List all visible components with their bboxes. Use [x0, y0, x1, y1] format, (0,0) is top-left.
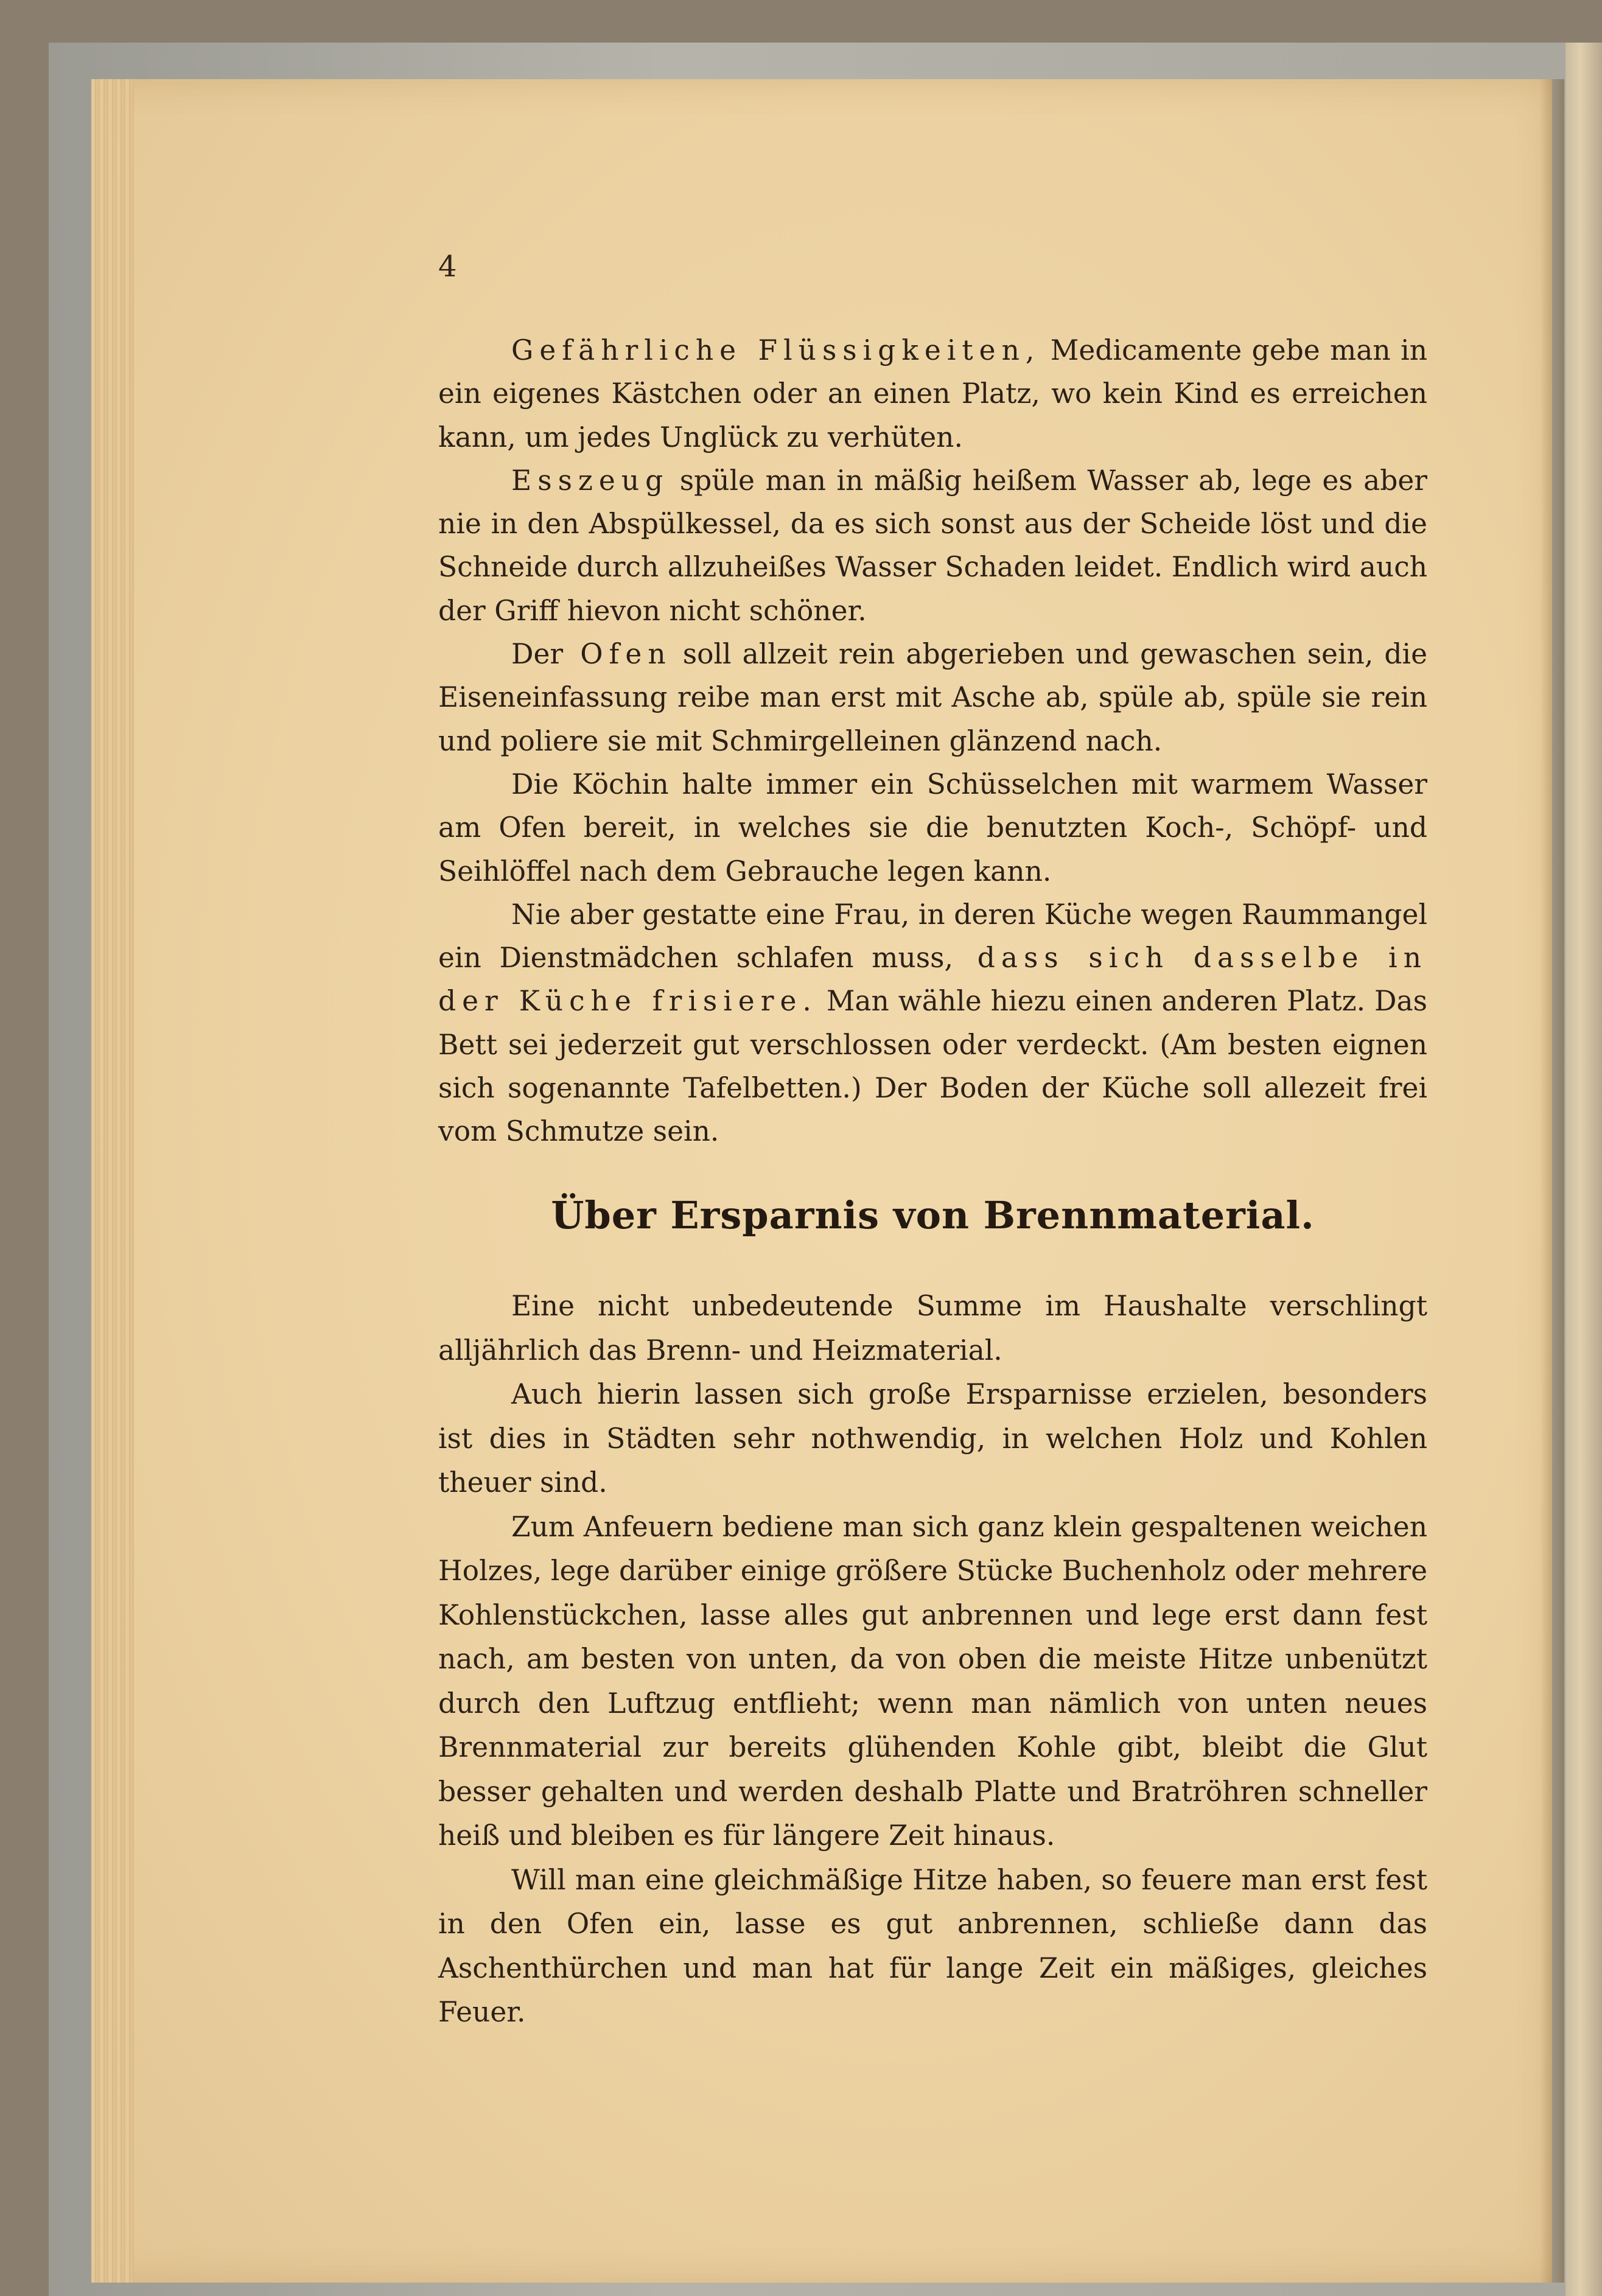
paragraph: Zum Anfeuern bediene man sich ganz klein gespaltenen weichen Holzes, lege darüber einige größere Stücke Buchenholz oder mehrere Kohlenstückchen, lasse alles gut anbrennen und lege erst dann fest nach, am besten von unten, da von oben die meiste Hitze unbenützt durch den Luftzug entflieht; wenn man nämlich von unten neues Brennmaterial zur bereits glühenden Kohle gibt, bleibt die Glut besser gehalten und werden deshalb Platte und Bratröhren schneller heiß und bleiben es für längere Zeit hinaus. — [438, 1510, 1427, 1852]
paragraph-lead-spaced: Ofen — [563, 638, 672, 671]
paragraph-lead: Gefährliche Flüssigkeiten, — [511, 334, 1041, 366]
paragraph-lead: Esszeug — [511, 464, 670, 497]
paragraph-text: spüle man in mäßig heißem Wasser ab, lege es aber nie in den Abspülkessel, da es sich sonst aus der Scheide löst und die Schneide durch allzuheißes Wasser Schaden leidet. Endlich wird auch der Griff hievon nicht schöner. — [438, 464, 1427, 627]
paragraph-lead: Der — [511, 638, 564, 671]
facing-page-edge — [1565, 43, 1602, 2296]
paragraph — [438, 329, 1427, 459]
paragraph — [438, 459, 1427, 632]
paragraph-text: Die Köchin halte immer ein Schüsselchen mit warmem Wasser am Ofen bereit, in welches sie die benutzten Koch-, Schöpf- und Seihlöffel nach dem Gebrauche legen kann. — [438, 768, 1427, 887]
paragraph — [438, 893, 1427, 1153]
paragraph: Will man eine gleichmäßige Hitze haben, so feuere man erst fest in den Ofen ein, lasse es gut anbrennen, schließe dann das Aschenthürchen und man hat für lange Zeit ein mäßiges, gleiches Feuer. — [438, 1863, 1427, 2028]
paragraph: Auch hierin lassen sich große Ersparnisse erzielen, besonders ist dies in Städten sehr nothwendig, in welchen Holz und Kohlen theuer sind. — [438, 1378, 1427, 1499]
paragraph — [438, 763, 1427, 893]
page-number: 4 — [438, 250, 457, 284]
paragraph-text: Nie aber gestatte eine Frau, in deren Küche wegen Raummangel ein Dienstmädchen schlafen muss, — [438, 898, 1427, 975]
paragraph-text: soll allzeit rein abgerieben und gewaschen sein, die Eiseneinfassung reibe man erst mit Asche ab, spüle ab, spüle sie rein und poliere sie mit Schmirgelleinen glänzend nach. — [438, 638, 1427, 757]
page-stack-edge — [91, 79, 134, 2283]
paragraph-text: Man wähle hiezu einen anderen Platz. Das Bett sei jederzeit gut verschlossen oder verdeckt. (Am besten eignen sich sogenannte Tafelbetten.) Der Boden der Küche soll allezeit frei vom Schmutze sein. — [438, 985, 1427, 1148]
paragraph: Eine nicht unbedeutende Summe im Haushalte verschlingt alljährlich das Brenn- und Heizmaterial. — [438, 1290, 1427, 1367]
paragraph-text: Medicamente gebe man in ein eigenes Kästchen oder an einen Platz, wo kein Kind es erreichen kann, um jedes Unglück zu verhüten. — [438, 334, 1427, 453]
section-heading: Über Ersparnis von Brennmaterial. — [551, 1193, 1315, 1237]
paragraph-spaced-text: dass sich dasselbe in der Küche frisiere. — [438, 942, 1427, 1018]
paragraph — [438, 632, 1427, 763]
section-household-rules — [438, 329, 1427, 1153]
page-gutter-shadow — [1540, 79, 1564, 2283]
section-fuel-saving — [438, 1284, 1427, 2035]
